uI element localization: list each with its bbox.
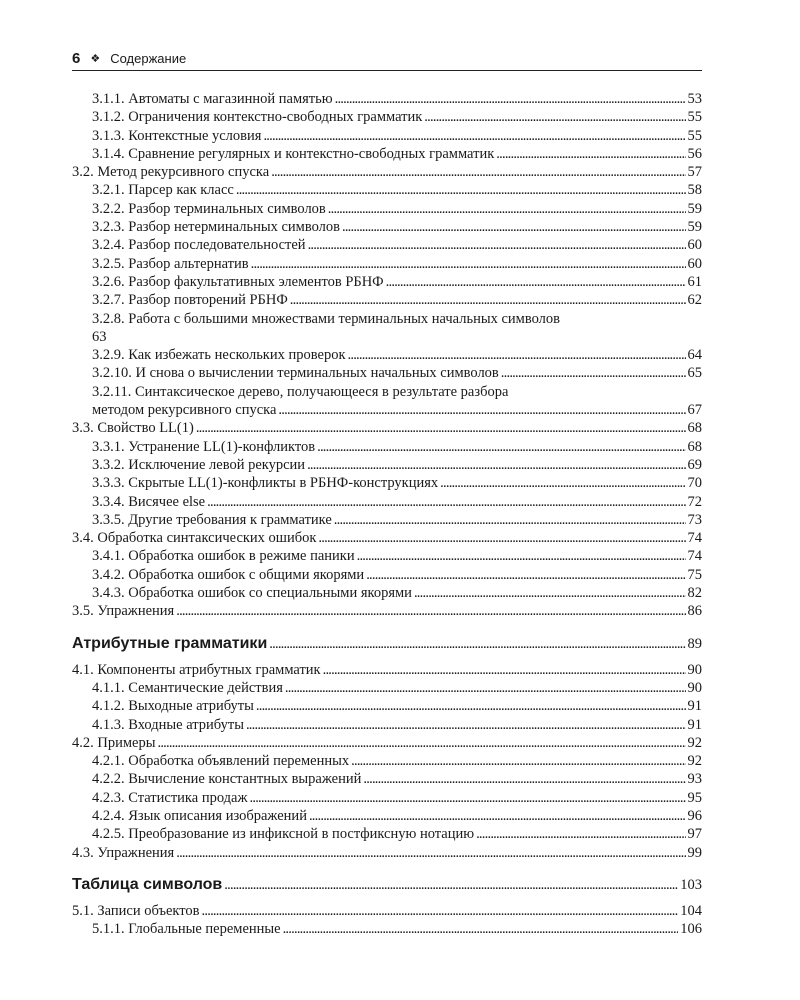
leader-dots xyxy=(278,401,685,419)
page-ref: 99 xyxy=(687,844,702,861)
page-ref: 63 xyxy=(92,328,107,345)
leader-dots xyxy=(323,661,686,679)
entry-title: 3.1.1. Автоматы с магазинной памятью xyxy=(92,91,333,107)
entry-title: 3.4. Обработка синтаксических ошибок xyxy=(72,530,317,547)
toc-chapter-entry[interactable] xyxy=(72,876,702,902)
leader-dots xyxy=(207,493,685,511)
page-ref: 97 xyxy=(687,826,702,843)
entry-title: 3.2.6. Разбор факультативных элементов РБНФ xyxy=(92,273,384,290)
leader-dots xyxy=(283,920,679,938)
page-ref: 82 xyxy=(687,585,702,602)
page-ref: 68 xyxy=(687,438,702,455)
page-ref: 91 xyxy=(687,698,702,715)
page-ref: 61 xyxy=(687,273,702,290)
entry-title: 3.2. Метод рекурсивного спуска xyxy=(72,164,270,181)
page-ref: 55 xyxy=(687,109,702,126)
toc-entry[interactable] xyxy=(72,825,702,843)
entry-title-continuation: методом рекурсивного спуска xyxy=(92,402,277,419)
page-ref: 91 xyxy=(687,716,702,733)
page-ref: 56 xyxy=(687,145,702,162)
leader-dots xyxy=(317,438,685,456)
toc-entry[interactable] xyxy=(72,716,702,734)
page-ref: 92 xyxy=(687,734,702,751)
entry-title: 3.3. Свойство LL(1) xyxy=(72,420,194,437)
toc-entry[interactable] xyxy=(72,679,702,697)
page-ref: 75 xyxy=(687,566,702,583)
entry-title: 3.2.5. Разбор альтернатив xyxy=(92,255,249,272)
leader-dots xyxy=(202,902,679,920)
leader-dots xyxy=(263,127,685,145)
entry-title: 3.2.4. Разбор последовательностей xyxy=(92,237,306,254)
running-header xyxy=(72,46,702,71)
entry-title: 3.2.9. Как избежать нескольких проверок xyxy=(92,347,346,364)
leader-dots xyxy=(308,236,686,254)
page-ref: 95 xyxy=(687,789,702,806)
toc-section-entry[interactable] xyxy=(72,163,702,181)
toc-entry[interactable] xyxy=(72,438,702,456)
entry-title: 4.1.1. Семантические действия xyxy=(92,679,283,696)
entry-title: 3.1.3. Контекстные условия xyxy=(92,127,262,144)
page-ref: 68 xyxy=(687,420,702,437)
toc-entry[interactable] xyxy=(72,584,702,602)
toc-entry[interactable] xyxy=(72,200,702,218)
leader-dots xyxy=(357,547,686,565)
page-ref: 89 xyxy=(687,635,702,652)
entry-title: 4.2.3. Статистика продаж xyxy=(92,789,248,806)
page-ref: 104 xyxy=(680,902,702,919)
toc-entry[interactable] xyxy=(72,90,702,108)
leader-dots xyxy=(251,255,686,273)
leader-dots xyxy=(440,474,685,492)
leader-dots xyxy=(335,90,686,108)
page-ref: 73 xyxy=(687,511,702,528)
leader-dots xyxy=(348,346,686,364)
page-ref: 62 xyxy=(687,292,702,309)
entry-title: 4.2.2. Вычисление константных выражений xyxy=(92,771,362,788)
entry-title: 4.2.4. Язык описания изображений xyxy=(92,807,307,824)
toc-entry[interactable] xyxy=(72,346,702,364)
leader-dots xyxy=(236,181,686,199)
page-ref: 60 xyxy=(687,237,702,254)
toc-entry[interactable] xyxy=(72,236,702,254)
toc-entry[interactable] xyxy=(72,273,702,291)
entry-title: 3.3.2. Исключение левой рекурсии xyxy=(92,456,306,473)
entry-title: 3.2.7. Разбор повторений РБНФ xyxy=(92,292,288,309)
leader-dots xyxy=(271,163,685,181)
leader-dots xyxy=(157,734,685,752)
toc-entry[interactable] xyxy=(72,383,702,401)
page-ref: 67 xyxy=(687,402,702,419)
leader-dots xyxy=(285,679,686,697)
entry-title: 4.1.2. Выходные атрибуты xyxy=(92,698,254,715)
leader-dots xyxy=(334,511,686,529)
entry-title: 3.4.3. Обработка ошибок со специальными якорями xyxy=(92,585,412,602)
toc-entry[interactable] xyxy=(72,474,702,492)
entry-title: 4.3. Упражнения xyxy=(72,844,175,861)
entry-title: 4.1.3. Входные атрибуты xyxy=(92,716,244,733)
toc-section-entry[interactable] xyxy=(72,902,702,920)
leader-dots xyxy=(351,752,685,770)
leader-dots xyxy=(476,825,685,843)
leader-dots xyxy=(307,456,685,474)
leader-dots xyxy=(309,807,686,825)
entry-title: 3.3.5. Другие требования к грамматике xyxy=(92,511,332,528)
leader-dots xyxy=(496,145,685,163)
entry-title: 3.2.11. Синтаксическое дерево, получающееся в результате разбора xyxy=(92,383,509,400)
leader-dots xyxy=(424,108,685,126)
entry-title: 4.1. Компоненты атрибутных грамматик xyxy=(72,661,321,678)
page-ref: 86 xyxy=(687,603,702,620)
page-ref: 92 xyxy=(687,753,702,770)
leader-dots xyxy=(318,529,685,547)
entry-title: 3.2.1. Парсер как класс xyxy=(92,182,234,199)
entry-title: 3.5. Упражнения xyxy=(72,603,175,620)
entry-title: 5.1.1. Глобальные переменные xyxy=(92,921,281,938)
leader-dots xyxy=(196,419,686,437)
entry-title: 3.2.10. И снова о вычислении терминальных начальных символов xyxy=(92,365,499,382)
chapter-title: Таблица символов xyxy=(72,875,223,893)
toc-entry[interactable] xyxy=(72,127,702,145)
leader-dots xyxy=(414,584,686,602)
running-title: Содержание xyxy=(110,50,187,66)
entry-title: 3.2.8. Работа с большими множествами терминальных начальных символов xyxy=(92,310,560,327)
toc-entry[interactable] xyxy=(72,456,702,474)
toc-entry[interactable] xyxy=(72,752,702,770)
toc-entry[interactable] xyxy=(72,789,702,807)
leader-dots xyxy=(366,566,685,584)
toc-entry[interactable] xyxy=(72,145,702,163)
entry-title: 5.1. Записи объектов xyxy=(72,902,200,919)
toc-section-entry[interactable] xyxy=(72,661,702,679)
toc-entry[interactable] xyxy=(72,108,702,126)
page-ref: 58 xyxy=(687,182,702,199)
leader-dots xyxy=(328,200,686,218)
toc-chapter-entry[interactable] xyxy=(72,635,702,661)
toc-section-entry[interactable] xyxy=(72,529,702,547)
entry-title: 4.2. Примеры xyxy=(72,734,156,751)
entry-title: 3.3.1. Устранение LL(1)-конфликтов xyxy=(92,438,316,455)
toc-entry[interactable] xyxy=(72,547,702,565)
page-ref: 90 xyxy=(687,679,702,696)
table-of-contents xyxy=(72,90,702,938)
toc-entry-continuation[interactable] xyxy=(72,401,702,419)
toc-entry[interactable] xyxy=(72,807,702,825)
page-ref: 64 xyxy=(687,347,702,364)
page-ref: 57 xyxy=(687,164,702,181)
page-number: 6 xyxy=(72,49,81,67)
toc-entry[interactable] xyxy=(72,364,702,382)
page-ref: 70 xyxy=(687,475,702,492)
leader-dots xyxy=(386,273,686,291)
page-ref: 106 xyxy=(680,921,702,938)
page-ref: 90 xyxy=(687,661,702,678)
leader-dots xyxy=(176,602,685,620)
ornament-icon: ❖ xyxy=(90,52,101,65)
leader-dots xyxy=(342,218,686,236)
page-ref: 69 xyxy=(687,456,702,473)
page-ref: 59 xyxy=(687,200,702,217)
page-ref: 74 xyxy=(687,548,702,565)
page-ref: 55 xyxy=(687,127,702,144)
leader-dots xyxy=(501,364,686,382)
entry-title: 3.4.2. Обработка ошибок с общими якорями xyxy=(92,566,365,583)
toc-section-entry[interactable] xyxy=(72,734,702,752)
leader-dots xyxy=(250,789,686,807)
page-ref: 72 xyxy=(687,493,702,510)
toc-entry[interactable] xyxy=(72,770,702,788)
leader-dots xyxy=(290,291,686,309)
toc-entry-continuation[interactable] xyxy=(72,328,702,346)
toc-entry[interactable] xyxy=(72,181,702,199)
page-ref: 53 xyxy=(687,91,702,107)
page-ref: 74 xyxy=(687,530,702,547)
toc-section-entry[interactable] xyxy=(72,844,702,862)
leader-dots xyxy=(224,877,678,894)
leader-dots xyxy=(256,697,686,715)
page-ref: 103 xyxy=(680,876,702,893)
entry-title: 3.1.4. Сравнение регулярных и контекстно-свободных грамматик xyxy=(92,145,495,162)
leader-dots xyxy=(246,716,686,734)
page-ref: 59 xyxy=(687,219,702,236)
entry-title: 3.2.2. Разбор терминальных символов xyxy=(92,200,326,217)
entry-title: 4.2.5. Преобразование из инфиксной в постфиксную нотацию xyxy=(92,826,475,843)
page-ref: 65 xyxy=(687,365,702,382)
leader-dots xyxy=(176,844,685,862)
toc-entry[interactable] xyxy=(72,255,702,273)
toc-entry[interactable] xyxy=(72,493,702,511)
chapter-title: Атрибутные грамматики xyxy=(72,634,268,652)
leader-dots xyxy=(363,770,685,788)
page-ref: 96 xyxy=(687,807,702,824)
toc-entry[interactable] xyxy=(72,511,702,529)
entry-title: 3.2.3. Разбор нетерминальных символов xyxy=(92,219,340,236)
toc-section-entry[interactable] xyxy=(72,602,702,620)
entry-title: 3.4.1. Обработка ошибок в режиме паники xyxy=(92,548,355,565)
page-ref: 93 xyxy=(687,771,702,788)
toc-entry[interactable] xyxy=(72,920,702,938)
entry-title: 3.3.4. Висячее else xyxy=(92,493,206,510)
toc-section-entry[interactable] xyxy=(72,419,702,437)
page-ref: 60 xyxy=(687,255,702,272)
toc-entry[interactable] xyxy=(72,310,702,328)
entry-title: 3.3.3. Скрытые LL(1)-конфликты в РБНФ-конструкциях xyxy=(92,475,439,492)
toc-entry[interactable] xyxy=(72,291,702,309)
toc-entry[interactable] xyxy=(72,218,702,236)
leader-dots xyxy=(269,636,685,653)
toc-entry[interactable] xyxy=(72,566,702,584)
toc-entry[interactable] xyxy=(72,697,702,715)
entry-title: 4.2.1. Обработка объявлений переменных xyxy=(92,753,350,770)
entry-title: 3.1.2. Ограничения контекстно-свободных грамматик xyxy=(92,109,423,126)
